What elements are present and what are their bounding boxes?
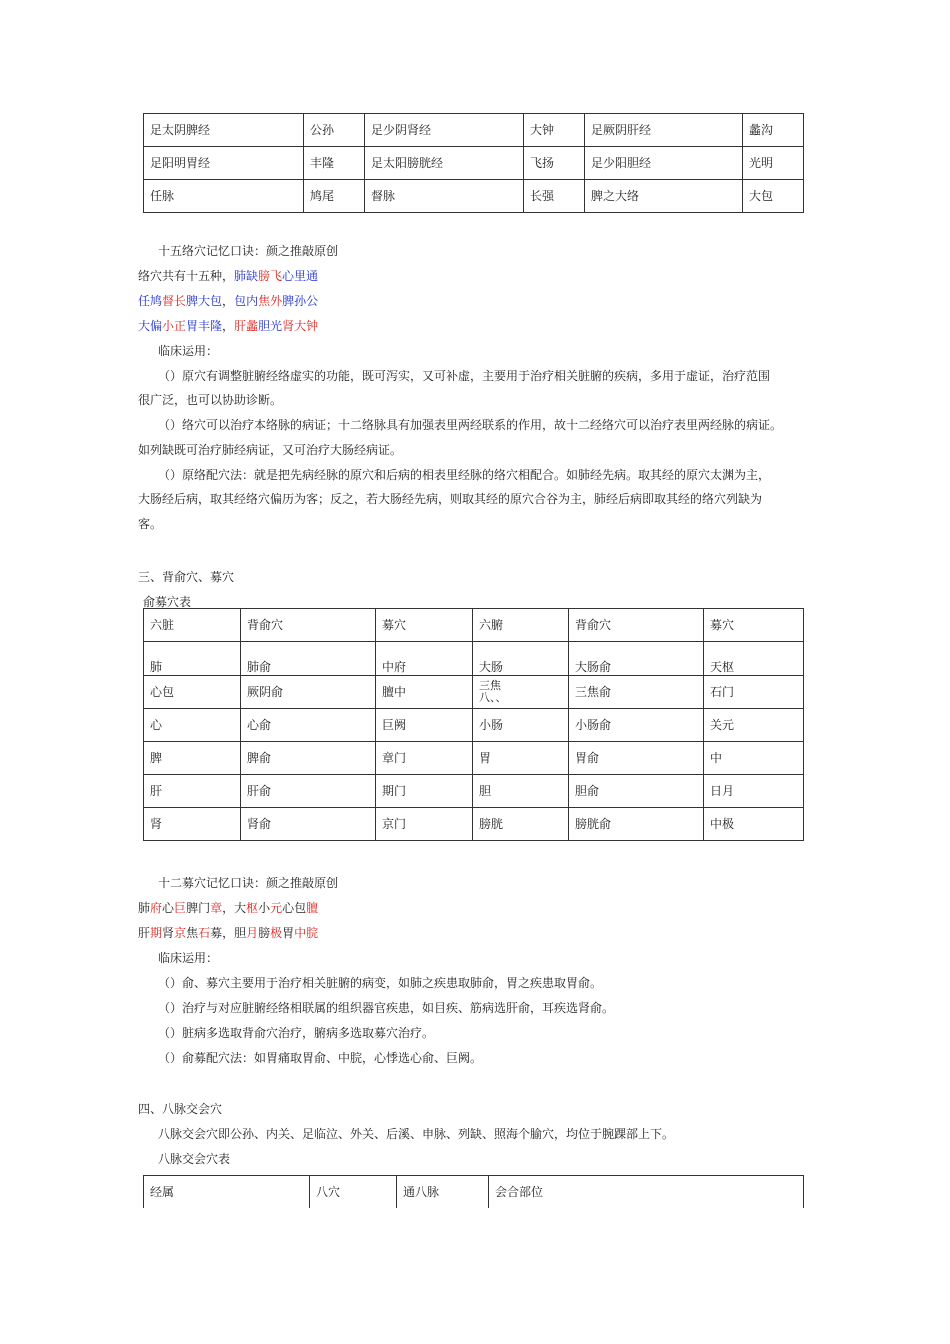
column-header: 背俞穴 (569, 609, 704, 642)
paragraph-line: 大肠经后病，取其经络穴偏历为客；反之，若大肠经先病，则取其经的原穴合谷为主，肺经后病即取其经的络穴列缺为 (138, 492, 763, 506)
table-cell: 脾 (144, 742, 241, 775)
mnemonic-segment: 胆光 (258, 319, 283, 333)
mnemonic-segment: 肾 (162, 926, 175, 940)
table-cell: 任脉 (144, 180, 304, 213)
luo-mnemonic-line-2 (138, 294, 318, 308)
table-cell: 公孙 (304, 114, 365, 147)
column-header: 六脏 (144, 609, 241, 642)
mnemonic-segment: 期 (150, 926, 163, 940)
mnemonic-segment: 胃丰隆 (186, 319, 223, 333)
luo-mnemonic-line-1 (138, 269, 318, 283)
table-cell: 巨阙 (376, 709, 473, 742)
mnemonic-segment: 包内 (234, 294, 259, 308)
table-row (144, 147, 804, 180)
mnemonic-segment: 胃 (282, 926, 295, 940)
shu-mu-table (143, 608, 804, 841)
table-cell: 石门 (704, 676, 804, 709)
mnemonic-segment: 膀 (258, 926, 271, 940)
mu-mnemonic-title: 十二募穴记忆口诀：颜之推敲原创 (158, 876, 339, 890)
mnemonic-segment: 膻 (306, 901, 319, 915)
mnemonic-segment: 小正 (162, 319, 187, 333)
mnemonic-segment: 心包 (282, 901, 307, 915)
table-row (144, 180, 804, 213)
table-cell: 飞扬 (524, 147, 585, 180)
paragraph-line: 八脉交会穴即公孙、内关、足临泣、外关、后溪、申脉、列缺、照海个腧穴，均位于腕踝部上下。 (158, 1127, 675, 1141)
mnemonic-segment: 肝蠡 (234, 319, 259, 333)
mnemonic-segment: 月 (246, 926, 259, 940)
table-cell: 丰隆 (304, 147, 365, 180)
table-cell: 心俞 (241, 709, 376, 742)
table-cell: 足太阴脾经 (144, 114, 304, 147)
table-cell: 肾俞 (241, 808, 376, 841)
mnemonic-segment: ， (222, 294, 235, 308)
paragraph-line: （）原穴有调整脏腑经络虚实的功能，既可泻实，又可补虚，主要用于治疗相关脏腑的疾病，多用于虚证，治疗范围 (158, 369, 771, 383)
table-cell: 小肠 (473, 709, 569, 742)
table-cell: 胃俞 (569, 742, 704, 775)
paragraph-line: （）脏病多选取背俞穴治疗，腑病多选取募穴治疗。 (158, 1026, 435, 1040)
mnemonic-segment: 极 (270, 926, 283, 940)
mnemonic-segment: 元 (270, 901, 283, 915)
eight-confluent-table (143, 1175, 804, 1208)
table-cell: 中府 (376, 642, 473, 676)
table-cell: 膀胱 (473, 808, 569, 841)
luo-clinical-heading: 临床运用： (158, 344, 219, 358)
mnemonic-segment: 募，胆 (210, 926, 247, 940)
table-cell: 足厥阴肝经 (585, 114, 743, 147)
table-cell (473, 676, 569, 709)
column-header: 募穴 (704, 609, 804, 642)
table-cell: 脾之大络 (585, 180, 743, 213)
table-cell: 膀胱俞 (569, 808, 704, 841)
table-cell: 足阳明胃经 (144, 147, 304, 180)
table-cell: 督脉 (365, 180, 524, 213)
table-cell: 肝 (144, 775, 241, 808)
luo-mnemonic-line-3 (138, 319, 318, 333)
paragraph-line: 如列缺既可治疗肺经病证，又可治疗大肠经病证。 (138, 443, 403, 457)
table-row (144, 709, 804, 742)
table-cell: 三焦俞 (569, 676, 704, 709)
table-cell: 长强 (524, 180, 585, 213)
table-header-row (144, 1176, 804, 1209)
luo-mnemonic-title: 十五络穴记忆口诀：颜之推敲原创 (158, 244, 339, 258)
table-cell: 章门 (376, 742, 473, 775)
mnemonic-segment: 大偏 (138, 319, 163, 333)
mnemonic-segment: 心 (162, 901, 175, 915)
table-title: 俞募穴表 (143, 595, 192, 609)
table-row (144, 775, 804, 808)
mnemonic-segment: 心里通 (282, 269, 319, 283)
paragraph-line: （）俞、募穴主要用于治疗相关脏腑的病变，如肺之疾患取肺俞，胃之疾患取胃俞。 (158, 976, 603, 990)
mnemonic-segment: ，大 (222, 901, 247, 915)
mnemonic-segment: 章 (210, 901, 223, 915)
table-cell: 小肠俞 (569, 709, 704, 742)
luo-point-table (143, 113, 804, 213)
table-cell: 大包 (743, 180, 804, 213)
table-cell: 肺俞 (241, 642, 376, 676)
table-cell: 期门 (376, 775, 473, 808)
column-header: 经属 (144, 1176, 310, 1209)
paragraph-line: 很广泛，也可以协助诊断。 (138, 393, 283, 407)
table-cell: 中极 (704, 808, 804, 841)
paragraph-line: 客。 (138, 517, 163, 531)
table-cell: 胆 (473, 775, 569, 808)
column-header: 会合部位 (489, 1176, 804, 1209)
table-header-row (144, 609, 804, 642)
table-cell: 胆俞 (569, 775, 704, 808)
table-row (144, 642, 804, 676)
column-header: 募穴 (376, 609, 473, 642)
table-row (144, 114, 804, 147)
table-cell: 天枢 (704, 642, 804, 676)
paragraph-line: （）治疗与对应脏腑经络相联属的组织器官疾患，如目疾、筋病选肝俞，耳疾选肾俞。 (158, 1001, 615, 1015)
table-cell: 膻中 (376, 676, 473, 709)
mnemonic-segment: 脾门 (186, 901, 211, 915)
mnemonic-segment: 肺 (138, 901, 151, 915)
column-header: 背俞穴 (241, 609, 376, 642)
mnemonic-segment: 肺缺 (234, 269, 259, 283)
mnemonic-segment: 任鸠 (138, 294, 163, 308)
table-cell: 胃 (473, 742, 569, 775)
table-cell: 大肠俞 (569, 642, 704, 676)
mnemonic-segment: 肾大钟 (282, 319, 319, 333)
mnemonic-segment: 京 (174, 926, 187, 940)
mnemonic-segment: 肝 (138, 926, 151, 940)
cell-text: 三焦 (479, 679, 501, 692)
table-cell: 中 (704, 742, 804, 775)
table-cell: 肝俞 (241, 775, 376, 808)
mnemonic-segment: 小 (258, 901, 271, 915)
table-cell: 厥阴俞 (241, 676, 376, 709)
mnemonic-segment: 巨 (174, 901, 187, 915)
table-title: 八脉交会穴表 (158, 1152, 231, 1166)
mu-mnemonic-line-2 (138, 926, 318, 940)
mnemonic-colored (234, 269, 318, 283)
mnemonic-segment: 府 (150, 901, 163, 915)
section-heading: 四、八脉交会穴 (138, 1102, 223, 1116)
mu-mnemonic-line-1 (138, 901, 318, 915)
mnemonic-segment: 中脘 (294, 926, 319, 940)
table-cell: 足少阳胆经 (585, 147, 743, 180)
mnemonic-segment: 督长 (162, 294, 187, 308)
mnemonic-segment: 焦外 (258, 294, 283, 308)
mu-clinical-heading: 临床运用： (158, 951, 219, 965)
cell-text-extra: 八、、 (479, 691, 507, 704)
table-cell: 蠡沟 (743, 114, 804, 147)
table-cell: 脾俞 (241, 742, 376, 775)
section-heading: 三、背俞穴、募穴 (138, 570, 235, 584)
mnemonic-text: 络穴共有十五种， (138, 269, 235, 283)
table-row (144, 676, 804, 709)
table-cell: 光明 (743, 147, 804, 180)
table-cell: 心 (144, 709, 241, 742)
column-header: 六腑 (473, 609, 569, 642)
table-cell: 心包 (144, 676, 241, 709)
table-cell: 肺 (144, 642, 241, 676)
table-cell: 大肠 (473, 642, 569, 676)
mnemonic-segment: 焦 (186, 926, 199, 940)
table-cell: 大钟 (524, 114, 585, 147)
mnemonic-segment: 枢 (246, 901, 259, 915)
table-row (144, 808, 804, 841)
column-header: 通八脉 (397, 1176, 489, 1209)
mnemonic-segment: 膀飞 (258, 269, 283, 283)
table-cell: 京门 (376, 808, 473, 841)
mnemonic-segment: 脾大包 (186, 294, 223, 308)
paragraph-line: （）络穴可以治疗本络脉的病证；十二络脉具有加强表里两经联系的作用，故十二经络穴可以治疗表里两经脉的病证。 (158, 418, 783, 432)
table-row (144, 742, 804, 775)
table-cell: 日月 (704, 775, 804, 808)
paragraph-line: （）原络配穴法：就是把先病经脉的原穴和后病的相表里经脉的络穴相配合。如肺经先病。取其经的原穴太渊为主， (158, 468, 771, 482)
mnemonic-segment: ， (222, 319, 235, 333)
column-header: 八穴 (310, 1176, 397, 1209)
paragraph-line: （）俞募配穴法：如胃痛取胃俞、中脘，心悸选心俞、巨阙。 (158, 1051, 483, 1065)
table-cell: 鸠尾 (304, 180, 365, 213)
table-cell: 足太阳膀胱经 (365, 147, 524, 180)
mnemonic-segment: 石 (198, 926, 211, 940)
mnemonic-segment: 脾孙公 (282, 294, 319, 308)
table-cell: 关元 (704, 709, 804, 742)
table-cell: 肾 (144, 808, 241, 841)
table-cell: 足少阴肾经 (365, 114, 524, 147)
